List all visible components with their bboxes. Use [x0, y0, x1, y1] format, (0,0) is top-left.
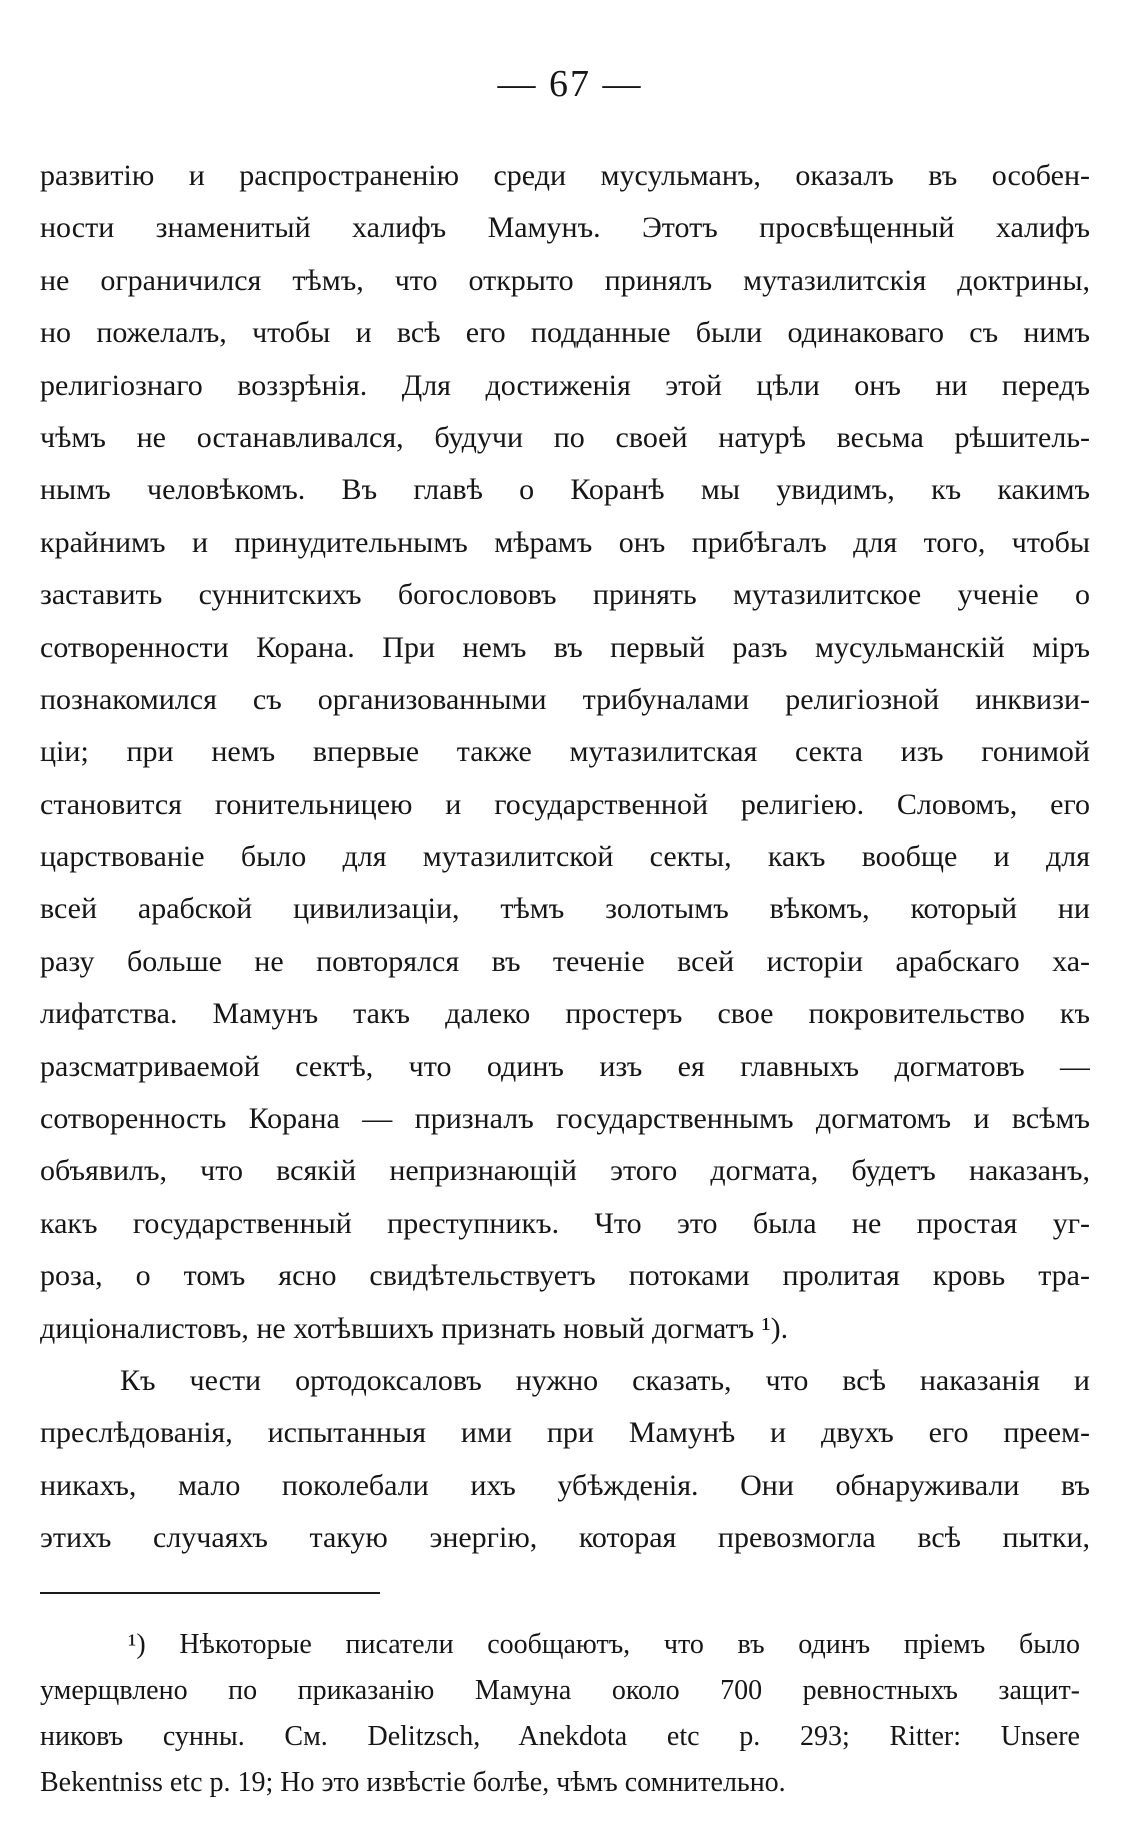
footnote-line: ¹) Нѣкоторые писатели сообщаютъ, что въ одинъ пріемъ было — [128, 1629, 1080, 1660]
text-line: ности знаменитый халифъ Мамунъ. Этотъ просвѣщенный халифъ — [40, 211, 1090, 245]
text-line: познакомился съ организованными трибуналами религіозной инквизи- — [40, 682, 1090, 716]
text-line: заставить суннитскихъ богослововъ принять мутазилитское ученіе о — [40, 578, 1090, 612]
text-line: лифатства. Мамунъ такъ далеко простеръ свое покровительство къ — [40, 997, 1090, 1031]
body-text — [40, 150, 1090, 1565]
text-line: религіознаго воззрѣнія. Для достиженія этой цѣли онъ ни передъ — [40, 368, 1090, 402]
text-line: крайнимъ и принудительнымъ мѣрамъ онъ прибѣгалъ для того, чтобы — [40, 525, 1090, 559]
text-line: чѣмъ не останавливался, будучи по своей натурѣ весьма рѣшитель- — [40, 420, 1090, 454]
text-line: какъ государственный преступникъ. Что это была не простая уг- — [40, 1206, 1090, 1240]
text-line: не ограничился тѣмъ, что открыто принялъ мутазилитскія доктрины, — [40, 263, 1090, 297]
text-line: этихъ случаяхъ такую энергію, которая превозмогла всѣ пытки, — [40, 1521, 1090, 1555]
text-line: сотворенности Корана. При немъ въ первый разъ мусульманскій міръ — [40, 630, 1090, 664]
footnote-line: умерщвлено по приказанію Мамуна около 700 ревностныхъ защит- — [40, 1675, 1080, 1706]
text-line: ціи; при немъ впервые также мутазилитская секта изъ гонимой — [40, 735, 1090, 769]
footnote-line: никовъ сунны. См. Delitzsch, Anekdota etc p. 293; Ritter: Unsere — [40, 1721, 1080, 1752]
text-line: никахъ, мало поколебали ихъ убѣжденія. Они обнаруживали въ — [40, 1468, 1090, 1502]
text-line: сотворенность Корана — призналъ государственнымъ догматомъ и всѣмъ — [40, 1102, 1090, 1136]
text-line: Къ чести ортодоксаловъ нужно сказать, что всѣ наказанія и — [120, 1363, 1090, 1397]
text-line: становится гонительницею и государственной религіею. Словомъ, его — [40, 787, 1090, 821]
text-line: диціоналистовъ, не хотѣвшихъ признать новый догматъ ¹). — [40, 1311, 789, 1345]
text-line: нымъ человѣкомъ. Въ главѣ о Коранѣ мы увидимъ, къ какимъ — [40, 473, 1090, 507]
footnote-divider — [40, 1592, 380, 1594]
text-line: разу больше не повторялся въ теченіе всей исторіи арабскаго ха- — [40, 944, 1090, 978]
text-line: но пожелалъ, чтобы и всѣ его подданные были одинаковаго съ нимъ — [40, 316, 1090, 350]
page-number: — 67 — — [497, 63, 643, 105]
text-line: роза, о томъ ясно свидѣтельствуетъ потоками пролитая кровь тра- — [40, 1259, 1090, 1293]
footnote-line: Bekentniss etc p. 19; Но это извѣстіе болѣе, чѣмъ сомнительно. — [40, 1767, 786, 1798]
text-line: преслѣдованія, испытанныя ими при Мамунѣ и двухъ его преем- — [40, 1416, 1090, 1450]
text-line: царствованіе было для мутазилитской секты, какъ вообще и для — [40, 840, 1090, 874]
text-line: развитію и распространенію среди мусульманъ, оказалъ въ особен- — [40, 159, 1090, 192]
text-line: разсматриваемой сектѣ, что одинъ изъ ея главныхъ догматовъ — — [40, 1049, 1090, 1083]
footnote — [40, 1622, 1080, 1806]
text-line: объявилъ, что всякій непризнающій этого догмата, будетъ наказанъ, — [40, 1154, 1090, 1188]
text-line: всей арабской цивилизаціи, тѣмъ золотымъ вѣкомъ, который ни — [40, 892, 1090, 926]
